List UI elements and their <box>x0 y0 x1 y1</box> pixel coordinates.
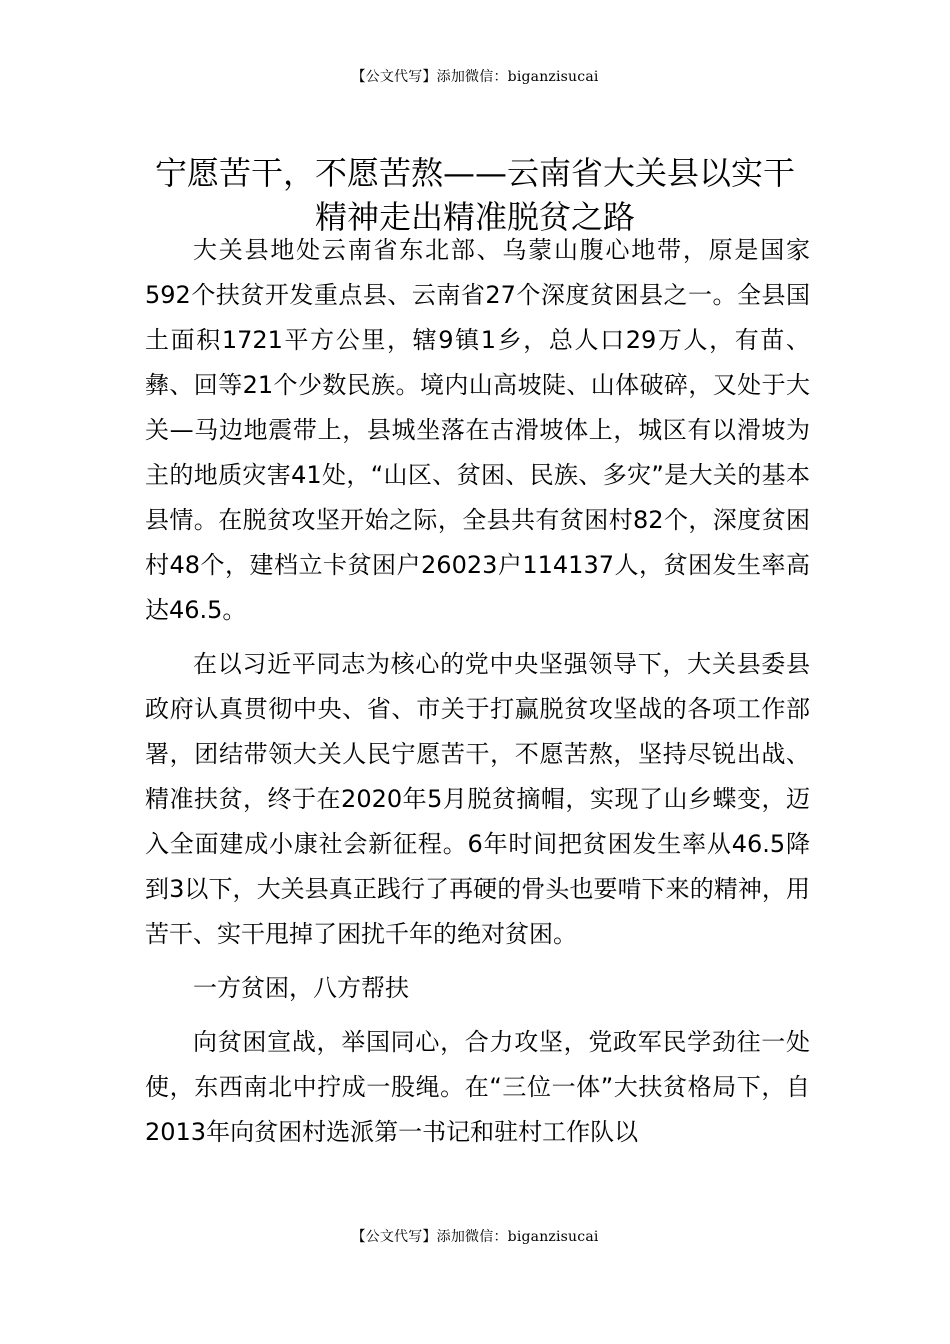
document-body <box>145 228 810 1164</box>
page-footer: 【公文代写】添加微信：biganzisucai <box>351 1229 599 1245</box>
document-title: 宁愿苦干，不愿苦熬——云南省大关县以实干精神走出精准脱贫之路 <box>154 154 795 237</box>
body-paragraph-1: 大关县地处云南省东北部、乌蒙山腹心地带，原是国家592个扶贫开发重点县、云南省27个深度贫困县之一。全县国土面积1721平方公里，辖9镇1乡，总人口29万人，有苗、彝、回等21个少数民族。境内山高坡陡、山体破碎，又处于大关—马边地震带上，县城坐落在古滑坡体上，城区有以滑坡为主的地质灾害41处，“山区、贫困、民族、多灾”是大关的基本县情。在脱贫攻坚开始之际，全县共有贫困村82个，深度贫困村48个，建档立卡贫困户26023户114137人，贫困发生率高达46.5。 <box>145 236 810 624</box>
body-paragraph-3: 向贫困宣战，举国同心，合力攻坚，党政军民学劲往一处使，东西南北中拧成一股绳。在“三位一体”大扶贫格局下，自2013年向贫困村选派第一书记和驻村工作队以 <box>145 1028 810 1146</box>
body-paragraph-2: 在以习近平同志为核心的党中央坚强领导下，大关县委县政府认真贯彻中央、省、市关于打赢脱贫攻坚战的各项工作部署，团结带领大关人民宁愿苦干，不愿苦熬，坚持尽锐出战、精准扶贫，终于在2020年5月脱贫摘帽，实现了山乡蝶变，迈入全面建成小康社会新征程。6年时间把贫困发生率从46.5降到3以下，大关县真正践行了再硬的骨头也要啃下来的精神，用苦干、实干甩掉了困扰千年的绝对贫困。 <box>145 650 810 948</box>
page-header: 【公文代写】添加微信：biganzisucai <box>351 69 599 85</box>
section-heading: 一方贫困，八方帮扶 <box>193 974 409 1002</box>
